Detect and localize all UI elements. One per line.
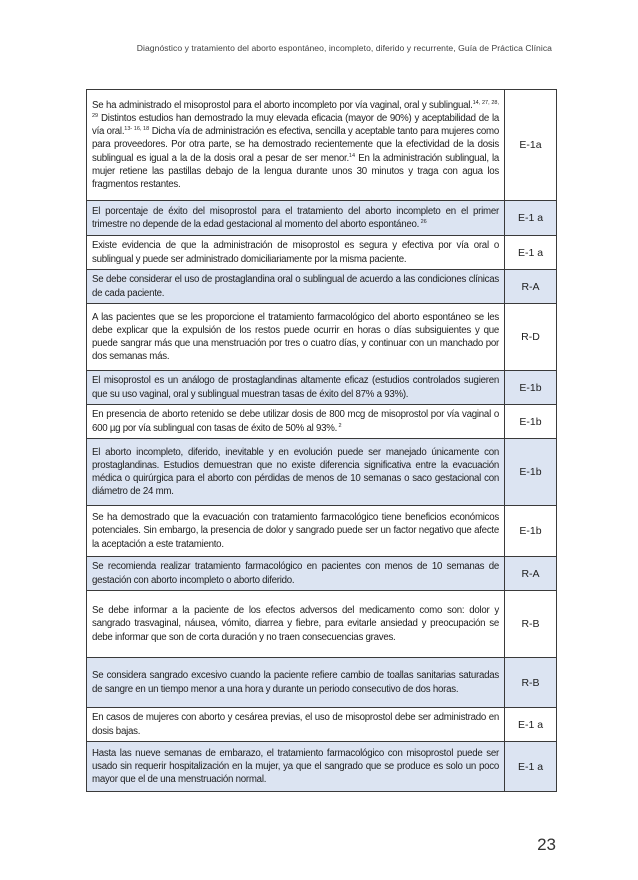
evidence-text: Se debe considerar el uso de prostaglandina oral o sublingual de acuerdo a las condiciones clínicas de cada paciente.	[92, 274, 499, 299]
table-body	[87, 90, 557, 792]
table-row	[87, 708, 557, 742]
evidence-level-cell: R-A	[505, 557, 557, 591]
citation-superscript: 14, 27, 28, 29	[92, 99, 499, 119]
evidence-text: Se ha demostrado que la evacuación con tratamiento farmacológico tiene beneficios económicos potenciales. Sin embargo, la presencia de dolor y sangrado puede ser un factor negativo que afecte la aceptación a este tratamiento.	[92, 512, 499, 550]
evidence-text-cell	[87, 236, 505, 270]
evidence-text: En casos de mujeres con aborto y cesárea previas, el uso de misoprostol debe ser administrado en dosis bajas.	[92, 712, 499, 737]
evidence-text: Existe evidencia de que la administración de misoprostol es segura y efectiva por vía oral o sublingual y puede ser administrado domiciliariamente por la misma paciente.	[92, 240, 499, 265]
evidence-text: Se ha administrado el misoprostol para el aborto incompleto por vía vaginal, oral y sublingual.	[92, 99, 473, 111]
evidence-level-cell: R-B	[505, 591, 557, 658]
evidence-level-cell: R-D	[505, 304, 557, 371]
evidence-text: A las pacientes que se les proporcione el tratamiento farmacológico del aborto espontáneo se les debe explicar que la expulsión de los restos puede ocurrir en horas o días subsiguientes y que puede sangrar más que una menstruación por tres o cuatro días, y continuar con un manchado por dos semanas más.	[92, 311, 499, 363]
evidence-text-cell	[87, 506, 505, 557]
citation-superscript: 13- 16, 18	[124, 125, 150, 132]
evidence-text-cell	[87, 304, 505, 371]
evidence-level-cell: E-1b	[505, 439, 557, 506]
evidence-level-cell: R-B	[505, 658, 557, 708]
evidence-text-cell	[87, 270, 505, 304]
evidence-text: En presencia de aborto retenido se debe utilizar dosis de 800 mcg de misoprostol por vía vaginal o 600 µg por vía sublingual con tasas de éxito de 50% al 93%.	[92, 409, 499, 434]
evidence-text-cell	[87, 371, 505, 405]
citation-superscript: 14	[348, 152, 356, 159]
evidence-level-cell: E-1b	[505, 405, 557, 439]
evidence-recommendation-table	[86, 89, 557, 792]
evidence-text: Se recomienda realizar tratamiento farmacológico en pacientes con menos de 10 semanas de gestación con aborto incompleto o aborto diferido.	[92, 561, 499, 586]
table-row	[87, 506, 557, 557]
evidence-text-cell	[87, 742, 505, 792]
evidence-text-cell	[87, 708, 505, 742]
evidence-text-cell	[87, 439, 505, 506]
evidence-text-cell	[87, 405, 505, 439]
evidence-text: El porcentaje de éxito del misoprostol para el tratamiento del aborto incompleto en el primer trimestre no depende de la edad gestacional al momento del aborto espontáneo.	[92, 205, 499, 230]
evidence-level-cell: E-1 a	[505, 236, 557, 270]
citation-superscript: 2	[337, 422, 342, 429]
evidence-text: El misoprostol es un análogo de prostaglandinas altamente eficaz (estudios controlados sugieren que su uso vaginal, oral y sublingual muestran tasas de éxito del 87% a 93%).	[92, 375, 499, 400]
evidence-level-cell: E-1b	[505, 506, 557, 557]
evidence-text: Dicha vía de administración es efectiva, sencilla y aceptable tanto para mujeres como para proveedores. Por otra parte, se ha demostrado recientemente que la efectividad de la dosis sublingual es igual a la de la dosis oral a pesar de ser menor.	[92, 126, 499, 164]
evidence-text: Se considera sangrado excesivo cuando la paciente refiere cambio de toallas sanitarias saturadas de sangre en un tiempo menor a una hora y durante un periodo consecutivo de dos horas.	[92, 670, 499, 695]
evidence-level-cell: E-1 a	[505, 742, 557, 792]
table-row	[87, 405, 557, 439]
table-row	[87, 658, 557, 708]
table-row	[87, 742, 557, 792]
table-row	[87, 236, 557, 270]
table-row	[87, 201, 557, 236]
evidence-text: Hasta las nueve semanas de embarazo, el tratamiento farmacológico con misoprostol puede ser usado sin requerir hospitalización en la mujer, ya que el sangrado que se produce es solo un poco mayor que el de una menstruación normal.	[92, 747, 499, 786]
table-row	[87, 591, 557, 658]
evidence-text: El aborto incompleto, diferido, inevitable y en evolución puede ser manejado únicamente con prostaglandinas. Estudios demuestran que no existe diferencia significativa entre la evacuación médica o quirúrgica para el aborto con pérdidas de menos de 10 semanas o saco gestacional con diámetro de 24 mm.	[92, 446, 499, 498]
evidence-level-cell: R-A	[505, 270, 557, 304]
table-row	[87, 304, 557, 371]
table-row	[87, 371, 557, 405]
evidence-text: En la administración sublingual, la mujer retiene las pastillas debajo de la lengua durante unos 30 minutos y traga con agua los fragmentos restantes.	[92, 152, 500, 190]
evidence-level-cell: E-1 a	[505, 201, 557, 236]
evidence-level-cell: E-1 a	[505, 708, 557, 742]
table-row	[87, 270, 557, 304]
evidence-text: Distintos estudios han demostrado la muy elevada eficacia (mayor de 90%) y aceptabilidad de la vía oral.	[92, 112, 499, 138]
evidence-text-cell	[87, 557, 505, 591]
evidence-text-cell	[87, 201, 505, 236]
evidence-text-cell	[87, 658, 505, 708]
table-row	[87, 439, 557, 506]
table-row	[87, 90, 557, 201]
table-row	[87, 557, 557, 591]
evidence-text: Se debe informar a la paciente de los efectos adversos del medicamento como son: dolor y sangrado trasvaginal, náusea, vómito, diarrea y fiebre, para evitarle ansiedad y preocupación se debe informar que son de corta duración y no traen consecuencias graves.	[92, 605, 499, 643]
evidence-level-cell: E-1a	[505, 90, 557, 201]
page-number: 23	[537, 835, 556, 854]
evidence-text-cell	[87, 591, 505, 658]
evidence-text-cell	[87, 90, 505, 201]
running-header: Diagnóstico y tratamiento del aborto espontáneo, incompleto, diferido y recurrente, Guía de Práctica Clínica	[136, 43, 552, 53]
evidence-level-cell: E-1b	[505, 371, 557, 405]
citation-superscript: 26	[419, 218, 427, 225]
